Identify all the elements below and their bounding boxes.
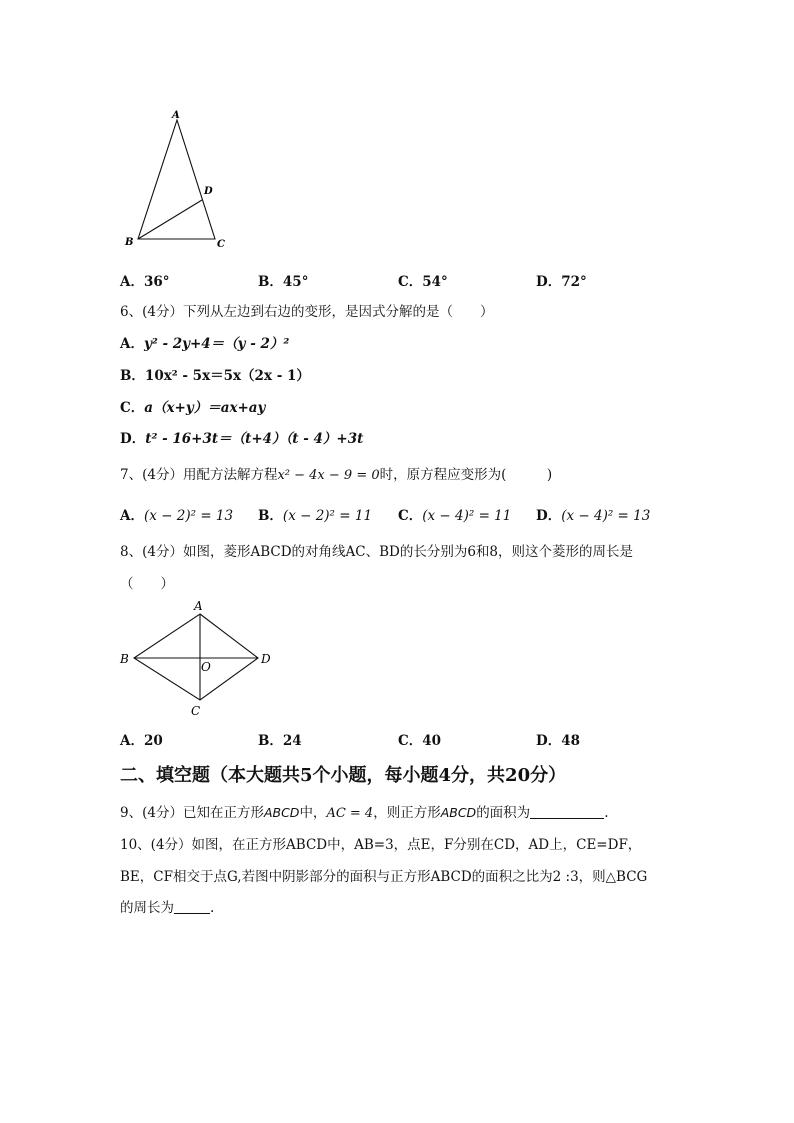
label-d: D (204, 186, 213, 197)
rhombus-abcd (134, 614, 258, 700)
triangle-figure (118, 104, 238, 254)
q8-option-d[interactable]: D．48 (536, 733, 580, 749)
q9-abcd-2: ABCD (440, 805, 477, 820)
q6-option-b[interactable] (120, 364, 310, 384)
q10-line-3 (120, 896, 214, 916)
q10-answer-blank[interactable] (174, 899, 210, 914)
q9-mid2: ，则正方形 (373, 805, 441, 821)
section-heading: 二、填空题（本大题共5个小题，每小题4分，共20分） (120, 765, 567, 786)
q7-option-a[interactable] (120, 504, 233, 524)
q9-pre: 9、(4分）已知在正方形 (120, 805, 264, 821)
label-b: B (120, 652, 129, 666)
triangle-abc (138, 120, 215, 239)
q6-option-b-expr: 10x² - 5x＝5x（2x - 1） (144, 368, 310, 384)
q10-line-2: BE，CF相交于点G,若图中阴影部分的面积与正方形ABCD的面积之比为2 :3，则△BCG (120, 869, 648, 885)
q6-option-a-label: A． (120, 336, 144, 352)
q8-option-b[interactable]: B．24 (258, 733, 302, 749)
q7-option-d-expr: (x − 4)² = 13 (561, 508, 651, 524)
q7-option-c-expr: (x − 4)² = 11 (422, 508, 512, 524)
q5-option-c[interactable]: C．54° (398, 274, 448, 290)
q7-equation: x² − 4x − 9 = 0 (277, 468, 380, 483)
triangle-lines (138, 120, 215, 239)
q6-option-a-expr: y² - 2y+4＝（y - 2）² (143, 336, 290, 352)
q6-option-d-expr: t² - 16+3t＝（t+4）（t - 4）+3t (145, 431, 364, 447)
q7-option-c[interactable] (398, 504, 511, 524)
q6-option-c[interactable] (120, 396, 265, 416)
q9-end: . (604, 805, 609, 821)
q8-option-c[interactable]: C．40 (398, 733, 442, 749)
label-c: C (191, 704, 201, 718)
q7-option-b-label: B． (258, 508, 283, 524)
q8-option-a[interactable]: A．20 (120, 733, 163, 749)
q7-option-a-expr: (x − 2)² = 13 (143, 508, 234, 524)
q7-stem-pre: 7、(4分）用配方法解方程 (120, 467, 278, 483)
q10-end: . (210, 900, 215, 916)
q6-option-d-label: D． (120, 431, 146, 447)
label-d: D (261, 652, 271, 666)
q9-stem (120, 801, 608, 821)
q9-answer-blank[interactable] (530, 804, 604, 819)
label-a: A (172, 110, 180, 121)
segment-bd (138, 200, 202, 239)
q7-option-c-label: C． (398, 508, 423, 524)
q6-option-a[interactable] (120, 332, 289, 352)
q6-option-b-label: B． (120, 368, 145, 384)
q7-option-a-label: A． (120, 508, 144, 524)
label-o: O (201, 660, 211, 674)
q5-option-b[interactable]: B．45° (258, 274, 309, 290)
rhombus-lines (134, 614, 258, 700)
label-a: A (194, 599, 203, 613)
q5-option-a[interactable]: A．36° (120, 274, 170, 290)
q8-stem: 8、(4分）如图，菱形ABCD的对角线AC、BD的长分别为6和8，则这个菱形的周长是 (120, 544, 634, 560)
q7-option-b-expr: (x − 2)² = 11 (282, 508, 373, 524)
q10-line-3-text: 的周长为 (120, 900, 174, 916)
q7-option-d[interactable] (536, 504, 650, 524)
label-c: C (217, 239, 225, 250)
q6-stem: 6、(4分）下列从左边到右边的变形，是因式分解的是（ ） (120, 304, 494, 320)
q6-option-c-label: C． (120, 400, 145, 416)
q7-stem (120, 463, 552, 483)
q6-option-d[interactable] (120, 427, 363, 447)
q9-mid: 中， (299, 805, 327, 821)
q9-post: 的面积为 (476, 805, 531, 821)
q5-option-d[interactable]: D．72° (536, 274, 587, 290)
label-b: B (125, 237, 134, 248)
q9-abcd-1: ABCD (263, 805, 300, 820)
q7-option-d-label: D． (536, 508, 562, 524)
q7-option-b[interactable] (258, 504, 372, 524)
q9-condition: AC = 4 (326, 806, 374, 821)
q10-line-1: 10、(4分）如图，在正方形ABCD中，AB=3，点E，F分别在CD，AD上，CE=DF， (120, 837, 642, 853)
rhombus-figure (116, 596, 276, 720)
q8-stem-paren: （ ） (120, 576, 174, 592)
q6-option-c-expr: a（x+y）＝ax+ay (144, 400, 266, 416)
q7-stem-post: 时，原方程应变形为( ) (379, 467, 553, 483)
